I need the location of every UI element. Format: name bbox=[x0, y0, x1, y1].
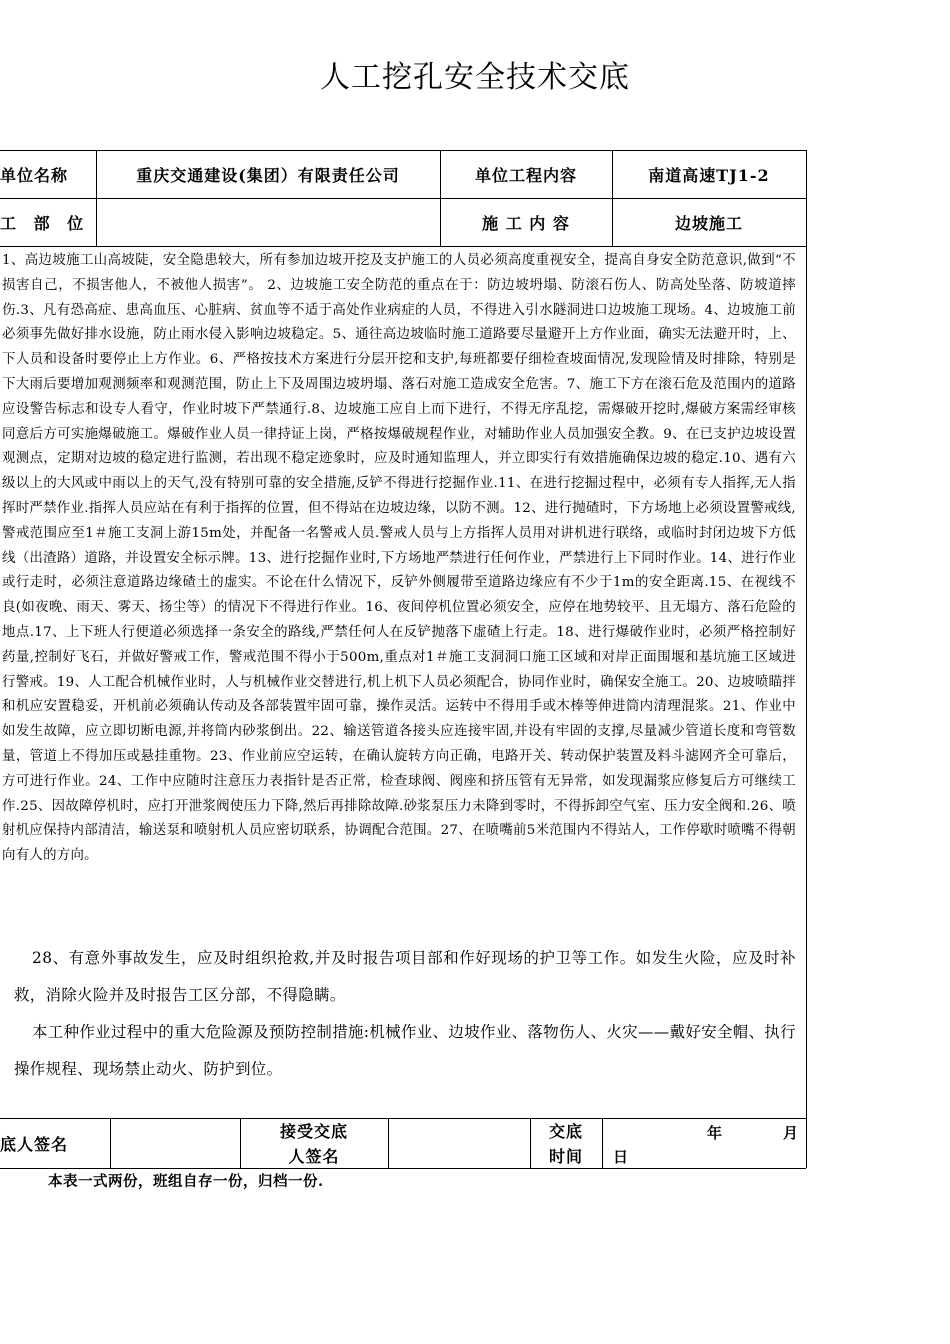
hazard-control-paragraph: 本工种作业过程中的重大危险源及预防控制措施:机械作业、边坡作业、落物伤人、火灾——戴好安全帽、执行操作规程、现场禁止动火、防护到位。 bbox=[14, 1023, 796, 1078]
footer-note: 本表一式两份，班组自存一份，归档一份. bbox=[48, 1173, 324, 1190]
safety-instructions-text: 1、高边坡施工山高坡陡，安全隐患较大，所有参加边坡开挖及支护施工的人员必须高度重视安全，提高自身安全防范意识,做到“不损害自己，不损害他人，不被他人损害”。 2、边坡施工安全防范的重点在于：防边坡坍塌、防滚石伤人、防高处坠落、防坡道摔伤.3、凡有恐高症、患高血压、心脏病、贫血等不适于高处作业病症的人员，不得进入引水隧洞进口边坡施工现场。4、边坡施工前必须事先做好排水设施，防止雨水侵入影响边坡稳定。5、通往高边坡临时施工道路要尽量避开上方作业面，确实无法避开时，上、下人员和设备时要停止上方作业。6、严格按技术方案进行分层开挖和支护,每班都要仔细检查坡面情况,发现险情及时排除，特别是下大雨后要增加观测频率和观测范围，防止上下及周围边坡坍塌、落石对施工造成安全危害。7、施工下方在滚石危及范围内的道路应设警告标志和设专人看守，作业时坡下严禁通行.8、边坡施工应自上而下进行，不得无序乱挖，需爆破开挖时,爆破方案需经审核同意后方可实施爆破施工。爆破作业人员一律持证上岗，严格按爆破规程作业，对辅助作业人员加强安全教。9、在已支护边坡设置观测点，定期对边坡的稳定进行监测，若出现不稳定迹象时，应及时通知监理人，并立即实行有效措施确保边坡的稳定.10、遇有六级以上的大风或中雨以上的天气,没有特别可靠的安全措施,反铲不得进行挖掘作业.11、在进行挖掘过程中，必须有专人指挥,无人指挥时严禁作业.指挥人员应站在有利于指挥的位置，但不得站在边坡边缘，以防不测。12、进行抛碴时，下方场地上必须设置警戒线,警戒范围应至1＃施工支洞上游15m处，并配备一名警戒人员.警戒人员与上方指挥人员用对讲机进行联络，或临时封闭边坡下方低线（出渣路）道路，并设置安全标示牌。13、进行挖掘作业时,下方场地严禁进行任何作业，严禁进行上下同时作业。14、进行作业或行走时，必须注意道路边缘碴土的虚实。不论在什么情况下，反铲外侧履带至道路边缘应有不少于1m的安全距离.15、在视线不良(如夜晚、雨天、雾天、扬尘等）的情况下不得进行作业。16、夜间停机位置必须安全，应停在地势较平、且无塌方、落石危险的地点.17、上下班人行便道必须选择一条安全的路线,严禁任何人在反铲抛落下虚碴上行走。18、进行爆破作业时，必须严格控制好药量,控制好飞石，并做好警戒工作，警戒范围不得小于500m,重点对1＃施工支洞洞口施工区域和对岸正面围堰和基坑施工区域进行警戒。19、人工配合机械作业时，人与机械作业交替进行,机上机下人员必须配合，协同作业时，确保安全施工。20、边坡喷瞄拌和机应安置稳妥，开机前必须确认传动及各部装置牢固可靠，操作灵活。运转中不得用手或木棒等伸进筒内清理混浆。21、作业中如发生故障，应立即切断电源,并将筒内砂浆倒出。22、输送管道各接头应连接牢固,并设有牢固的支撑,尽量减少管道长度和弯管数量，管道上不得加压或悬挂重物。23、作业前应空运转，在确认旋转方向正确，电路开关、转动保护装置及料斗滤网齐全可靠后，方可进行作业。24、工作中应随时注意压力表指针是否正常，检查球阀、阀座和挤压管有无异常，如发现漏浆应修复后方可继续工作.25、因故障停机时，应打开泄浆阀使压力下降,然后再排除故障.砂浆泵压力未降到零时，不得拆卸空气室、压力安全阀和.26、喷射机应保持内部清洁，输送泵和喷射机人员应密切联系，协调配合范围。27、在喷嘴前5米范围内不得站人，工作停歇时喷嘴不得朝向有人的方向。 bbox=[2, 253, 796, 864]
handover-time-label bbox=[530, 1119, 602, 1169]
page-title: 人工挖孔安全技术交底 bbox=[320, 60, 630, 95]
giver-signature-label: 底人签名 bbox=[0, 1134, 69, 1154]
time-label-line1: 交底 bbox=[548, 1122, 583, 1141]
unit-name-value: 重庆交通建设(集团）有限责任公司 bbox=[136, 165, 400, 185]
receiver-signature-label bbox=[240, 1119, 388, 1169]
row-divider bbox=[0, 246, 806, 247]
work-part-label: 工 部 位 bbox=[0, 213, 90, 233]
table-right-border bbox=[806, 150, 807, 1168]
unit-name-label: 单位名称 bbox=[0, 165, 69, 185]
year-label: 年 bbox=[706, 1123, 723, 1142]
construction-content-label: 施 工 内 容 bbox=[482, 213, 570, 233]
col-divider bbox=[602, 1118, 603, 1168]
project-content-value: 南道高速TJ1-2 bbox=[648, 165, 770, 185]
construction-content-value: 边坡施工 bbox=[674, 213, 743, 233]
project-content-label: 单位工程内容 bbox=[474, 165, 577, 185]
col-divider bbox=[110, 1118, 111, 1168]
time-label-line2: 时间 bbox=[548, 1147, 583, 1166]
month-label: 月 bbox=[782, 1123, 799, 1142]
receiver-label-line2: 人签名 bbox=[288, 1147, 340, 1166]
row-divider bbox=[0, 1118, 806, 1119]
emergency-paragraph: 28、有意外事故发生，应及时组织抢救,并及时报告项目部和作好现场的护卫等工作。如发生火险，应及时补救，消除火险并及时报告工区分部，不得隐瞒。 bbox=[14, 949, 796, 1004]
table-bottom-border bbox=[0, 1168, 806, 1169]
work-part-value bbox=[96, 198, 440, 246]
receiver-label-line1: 接受交底 bbox=[279, 1122, 348, 1141]
day-label: 日 bbox=[612, 1147, 629, 1166]
col-divider bbox=[388, 1118, 389, 1168]
